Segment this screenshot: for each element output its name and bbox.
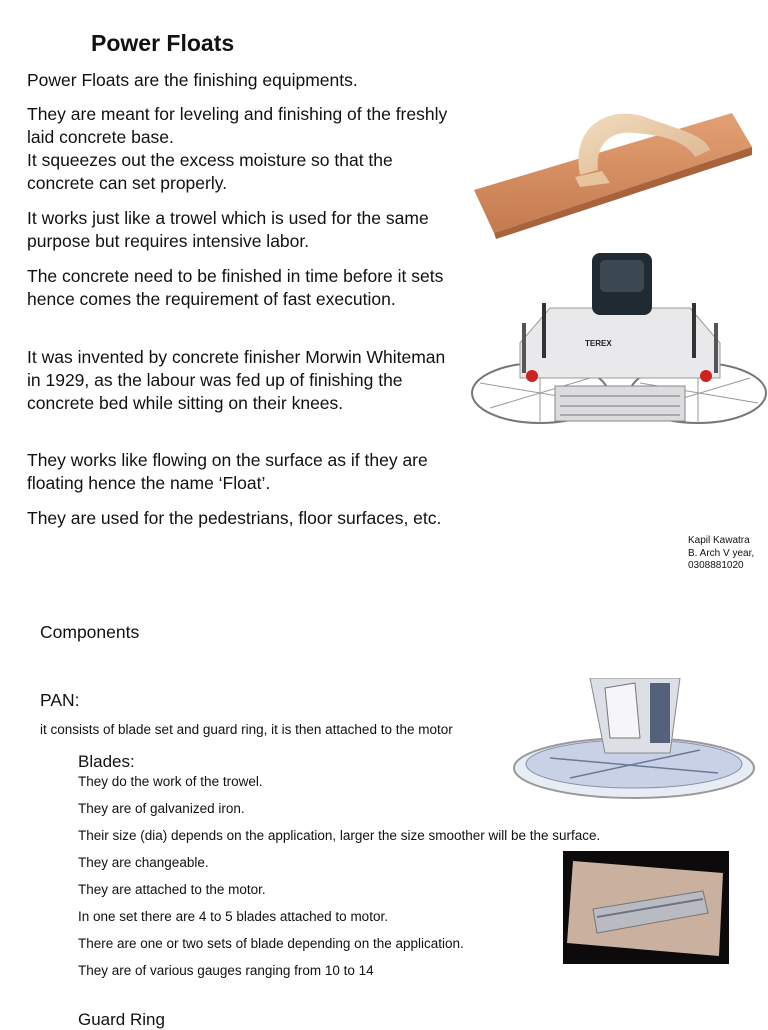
list-item: There are one or two sets of blade depending on the application. xyxy=(78,936,464,951)
section-heading-pan: PAN: xyxy=(40,690,80,710)
list-item: Their size (dia) depends on the application, larger the size smoother will be the surface. xyxy=(78,828,601,843)
list-item: They are changeable. xyxy=(78,855,209,870)
paragraph-history: It was invented by concrete finisher Morwin Whiteman in 1929, as the labour was fed up of finishing the concrete bed while sitting on their knees. xyxy=(27,347,446,413)
author-credit xyxy=(688,535,754,573)
author-year: B. Arch V year, xyxy=(688,547,755,559)
page-title: Power Floats xyxy=(91,30,235,56)
list-item: They are of various gauges ranging from 10 to 14 xyxy=(78,963,374,978)
list-item: They are of galvanized iron. xyxy=(78,801,245,816)
blades-list xyxy=(78,774,618,980)
pan-description: it consists of blade set and guard ring, it is then attached to the motor xyxy=(40,722,453,737)
paragraph-name-origin: They works like flowing on the surface as if they are floating hence the name ‘Float’. xyxy=(27,450,428,493)
list-item: In one set there are 4 to 5 blades attached to motor. xyxy=(78,909,388,924)
paragraph-trowel: It works just like a trowel which is used for the same purpose but requires intensive labor. xyxy=(27,208,429,251)
paragraph-timing: The concrete need to be finished in time before it sets hence comes the requirement of fast execution. xyxy=(27,266,444,309)
author-id: 0308881020 xyxy=(688,560,744,571)
paragraph-uses: They are used for the pedestrians, floor surfaces, etc. xyxy=(27,508,442,528)
section-heading-components: Components xyxy=(40,622,140,642)
power-trowel-machine-image xyxy=(470,248,768,438)
paragraph-purpose: They are meant for leveling and finishing of the freshly laid concrete base. It squeezes out the excess moisture so that the concrete can set properly. xyxy=(27,104,448,193)
paragraph-intro: Power Floats are the finishing equipments. xyxy=(27,70,358,90)
machine-brand-label: TEREX xyxy=(585,339,612,348)
list-item: They are attached to the motor. xyxy=(78,882,266,897)
blade-image xyxy=(563,851,729,964)
section-heading-guard-ring: Guard Ring xyxy=(78,1010,165,1029)
hand-float-image xyxy=(470,105,755,240)
section-heading-blades: Blades: xyxy=(78,752,135,771)
author-name: Kapil Kawatra xyxy=(688,535,750,546)
list-item: They do the work of the trowel. xyxy=(78,774,263,789)
